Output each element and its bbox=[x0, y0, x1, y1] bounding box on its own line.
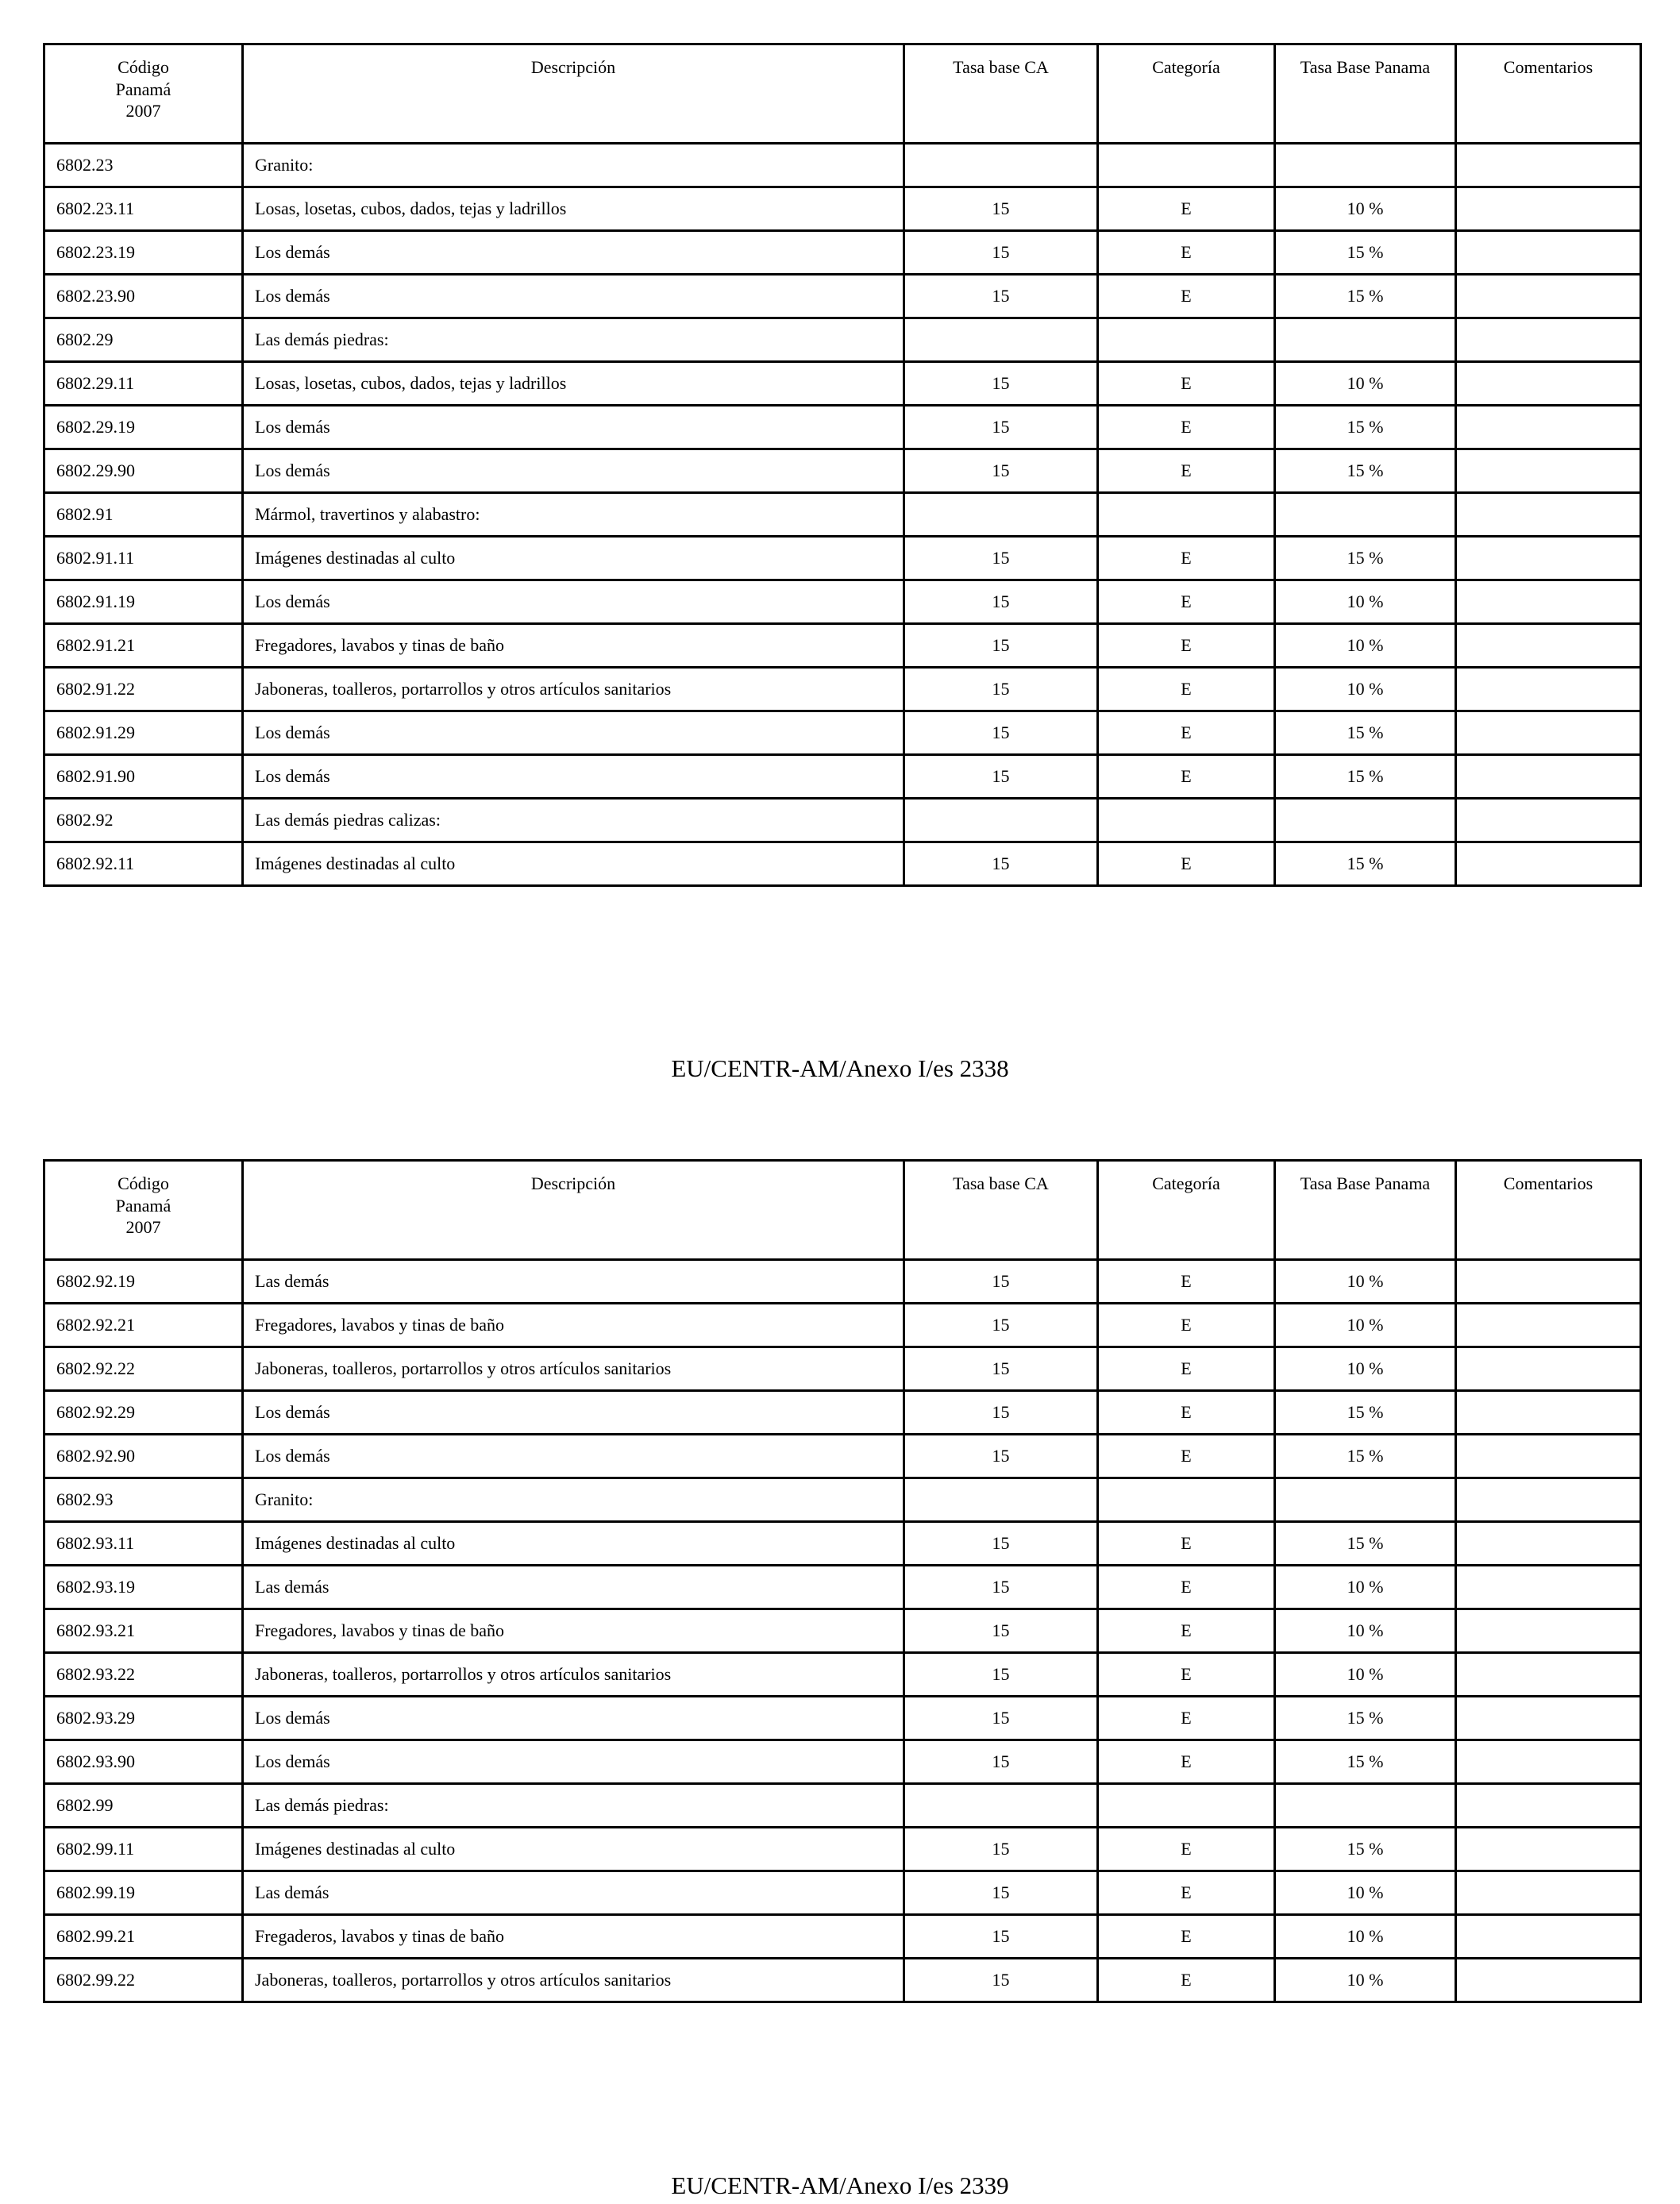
cell-code: 6802.23.19 bbox=[44, 231, 243, 275]
cell-rate-panama: 10 % bbox=[1275, 1566, 1456, 1609]
cell-comments bbox=[1456, 842, 1641, 886]
table-row bbox=[44, 1260, 1641, 1304]
cell-description: Imágenes destinadas al culto bbox=[243, 1522, 904, 1566]
cell-code: 6802.29.19 bbox=[44, 406, 243, 449]
cell-rate-ca: 15 bbox=[904, 231, 1098, 275]
cell-comments bbox=[1456, 449, 1641, 493]
table-row bbox=[44, 1347, 1641, 1391]
cell-category: E bbox=[1098, 1697, 1275, 1740]
cell-description: Los demás bbox=[243, 711, 904, 755]
cell-rate-ca: 15 bbox=[904, 1828, 1098, 1871]
cell-code: 6802.91.29 bbox=[44, 711, 243, 755]
cell-description: Fregadores, lavabos y tinas de baño bbox=[243, 1304, 904, 1347]
cell-code: 6802.91.19 bbox=[44, 580, 243, 624]
cell-comments bbox=[1456, 668, 1641, 711]
cell-rate-panama: 10 % bbox=[1275, 1609, 1456, 1653]
cell-category: E bbox=[1098, 1915, 1275, 1959]
table-row bbox=[44, 1435, 1641, 1478]
cell-rate-ca: 15 bbox=[904, 668, 1098, 711]
table-header-row bbox=[44, 1161, 1641, 1260]
table-row bbox=[44, 1784, 1641, 1828]
cell-rate-panama bbox=[1275, 799, 1456, 842]
cell-description: Los demás bbox=[243, 406, 904, 449]
cell-description: Las demás bbox=[243, 1260, 904, 1304]
cell-rate-ca: 15 bbox=[904, 1260, 1098, 1304]
cell-rate-panama: 10 % bbox=[1275, 624, 1456, 668]
cell-description: Imágenes destinadas al culto bbox=[243, 842, 904, 886]
cell-rate-ca: 15 bbox=[904, 1871, 1098, 1915]
page-footer: EU/CENTR-AM/Anexo I/es 2339 bbox=[671, 2171, 1009, 2199]
cell-rate-ca: 15 bbox=[904, 624, 1098, 668]
table-row bbox=[44, 1697, 1641, 1740]
cell-rate-panama: 15 % bbox=[1275, 711, 1456, 755]
table-row bbox=[44, 1915, 1641, 1959]
cell-rate-ca bbox=[904, 1784, 1098, 1828]
cell-description: Granito: bbox=[243, 144, 904, 187]
table-row bbox=[44, 799, 1641, 842]
page-footer: EU/CENTR-AM/Anexo I/es 2338 bbox=[671, 1054, 1009, 1082]
cell-rate-panama: 10 % bbox=[1275, 187, 1456, 231]
cell-description: Los demás bbox=[243, 580, 904, 624]
cell-rate-ca bbox=[904, 1478, 1098, 1522]
cell-rate-panama bbox=[1275, 1478, 1456, 1522]
cell-rate-ca: 15 bbox=[904, 711, 1098, 755]
cell-rate-panama bbox=[1275, 144, 1456, 187]
cell-code: 6802.93.90 bbox=[44, 1740, 243, 1784]
cell-category: E bbox=[1098, 1522, 1275, 1566]
table-row bbox=[44, 362, 1641, 406]
cell-rate-ca: 15 bbox=[904, 1740, 1098, 1784]
table-row bbox=[44, 1304, 1641, 1347]
cell-comments bbox=[1456, 1697, 1641, 1740]
cell-rate-panama: 15 % bbox=[1275, 842, 1456, 886]
cell-rate-ca bbox=[904, 144, 1098, 187]
table-row bbox=[44, 144, 1641, 187]
cell-rate-panama: 15 % bbox=[1275, 1740, 1456, 1784]
cell-rate-ca: 15 bbox=[904, 580, 1098, 624]
cell-description: Imágenes destinadas al culto bbox=[243, 1828, 904, 1871]
cell-code: 6802.99 bbox=[44, 1784, 243, 1828]
cell-description: Las demás bbox=[243, 1566, 904, 1609]
cell-rate-ca: 15 bbox=[904, 1697, 1098, 1740]
cell-comments bbox=[1456, 231, 1641, 275]
header-comments: Comentarios bbox=[1456, 44, 1641, 144]
cell-rate-panama: 15 % bbox=[1275, 449, 1456, 493]
cell-description: Jaboneras, toalleros, portarrollos y otros artículos sanitarios bbox=[243, 1653, 904, 1697]
cell-code: 6802.99.22 bbox=[44, 1959, 243, 2002]
cell-rate-panama bbox=[1275, 318, 1456, 362]
cell-code: 6802.29 bbox=[44, 318, 243, 362]
cell-category: E bbox=[1098, 711, 1275, 755]
cell-category bbox=[1098, 493, 1275, 537]
table-row bbox=[44, 1959, 1641, 2002]
table-row bbox=[44, 711, 1641, 755]
cell-rate-panama bbox=[1275, 1784, 1456, 1828]
cell-comments bbox=[1456, 318, 1641, 362]
cell-code: 6802.23 bbox=[44, 144, 243, 187]
cell-description: Fregadores, lavabos y tinas de baño bbox=[243, 624, 904, 668]
cell-rate-panama: 10 % bbox=[1275, 1959, 1456, 2002]
table-row bbox=[44, 1391, 1641, 1435]
cell-category: E bbox=[1098, 1828, 1275, 1871]
table-row bbox=[44, 842, 1641, 886]
table-row bbox=[44, 1566, 1641, 1609]
table-row bbox=[44, 449, 1641, 493]
cell-rate-ca: 15 bbox=[904, 1915, 1098, 1959]
table-header-row bbox=[44, 44, 1641, 144]
cell-description: Los demás bbox=[243, 231, 904, 275]
cell-category: E bbox=[1098, 537, 1275, 580]
cell-comments bbox=[1456, 1260, 1641, 1304]
cell-rate-panama: 10 % bbox=[1275, 1347, 1456, 1391]
cell-description: Losas, losetas, cubos, dados, tejas y ladrillos bbox=[243, 187, 904, 231]
cell-rate-panama: 15 % bbox=[1275, 1697, 1456, 1740]
cell-category bbox=[1098, 1784, 1275, 1828]
tariff-table bbox=[43, 43, 1642, 887]
cell-description: Las demás piedras: bbox=[243, 1784, 904, 1828]
cell-comments bbox=[1456, 187, 1641, 231]
cell-description: Imágenes destinadas al culto bbox=[243, 537, 904, 580]
cell-category: E bbox=[1098, 1347, 1275, 1391]
cell-rate-panama: 10 % bbox=[1275, 362, 1456, 406]
table-row bbox=[44, 1522, 1641, 1566]
cell-rate-panama: 15 % bbox=[1275, 1435, 1456, 1478]
cell-rate-ca: 15 bbox=[904, 1391, 1098, 1435]
table-row bbox=[44, 1653, 1641, 1697]
cell-category bbox=[1098, 318, 1275, 362]
cell-code: 6802.92 bbox=[44, 799, 243, 842]
cell-rate-ca: 15 bbox=[904, 1435, 1098, 1478]
cell-rate-ca bbox=[904, 493, 1098, 537]
cell-code: 6802.99.11 bbox=[44, 1828, 243, 1871]
cell-category: E bbox=[1098, 187, 1275, 231]
cell-description: Las demás piedras: bbox=[243, 318, 904, 362]
table-row bbox=[44, 275, 1641, 318]
cell-rate-panama: 10 % bbox=[1275, 668, 1456, 711]
table-body bbox=[44, 144, 1641, 886]
cell-comments bbox=[1456, 1391, 1641, 1435]
cell-description: Losas, losetas, cubos, dados, tejas y ladrillos bbox=[243, 362, 904, 406]
header-category: Categoría bbox=[1098, 1161, 1275, 1260]
cell-category: E bbox=[1098, 1959, 1275, 2002]
cell-description: Los demás bbox=[243, 1740, 904, 1784]
header-code: Código Panamá 2007 bbox=[44, 44, 243, 144]
cell-code: 6802.93.21 bbox=[44, 1609, 243, 1653]
cell-category: E bbox=[1098, 755, 1275, 799]
cell-rate-ca: 15 bbox=[904, 1609, 1098, 1653]
cell-comments bbox=[1456, 1871, 1641, 1915]
header-rate-panama: Tasa Base Panama bbox=[1275, 44, 1456, 144]
cell-description: Mármol, travertinos y alabastro: bbox=[243, 493, 904, 537]
cell-code: 6802.91.11 bbox=[44, 537, 243, 580]
cell-code: 6802.92.29 bbox=[44, 1391, 243, 1435]
cell-category: E bbox=[1098, 1740, 1275, 1784]
cell-category bbox=[1098, 144, 1275, 187]
cell-code: 6802.93.22 bbox=[44, 1653, 243, 1697]
cell-category: E bbox=[1098, 624, 1275, 668]
cell-rate-panama: 10 % bbox=[1275, 1653, 1456, 1697]
cell-rate-ca: 15 bbox=[904, 1959, 1098, 2002]
cell-category: E bbox=[1098, 1871, 1275, 1915]
table-row bbox=[44, 231, 1641, 275]
header-category: Categoría bbox=[1098, 44, 1275, 144]
table-row bbox=[44, 406, 1641, 449]
cell-rate-ca: 15 bbox=[904, 1522, 1098, 1566]
cell-rate-ca: 15 bbox=[904, 1566, 1098, 1609]
cell-comments bbox=[1456, 144, 1641, 187]
cell-comments bbox=[1456, 493, 1641, 537]
cell-code: 6802.91.22 bbox=[44, 668, 243, 711]
cell-code: 6802.93.29 bbox=[44, 1697, 243, 1740]
cell-description: Las demás bbox=[243, 1871, 904, 1915]
cell-rate-ca bbox=[904, 318, 1098, 362]
cell-description: Los demás bbox=[243, 275, 904, 318]
cell-category: E bbox=[1098, 668, 1275, 711]
cell-code: 6802.92.90 bbox=[44, 1435, 243, 1478]
header-description: Descripción bbox=[243, 1161, 904, 1260]
cell-rate-panama: 15 % bbox=[1275, 275, 1456, 318]
cell-description: Los demás bbox=[243, 1391, 904, 1435]
cell-category: E bbox=[1098, 362, 1275, 406]
cell-code: 6802.92.21 bbox=[44, 1304, 243, 1347]
cell-comments bbox=[1456, 1435, 1641, 1478]
cell-rate-panama: 10 % bbox=[1275, 1304, 1456, 1347]
header-rate-ca: Tasa base CA bbox=[904, 1161, 1098, 1260]
header-rate-panama: Tasa Base Panama bbox=[1275, 1161, 1456, 1260]
cell-rate-ca: 15 bbox=[904, 187, 1098, 231]
cell-comments bbox=[1456, 1478, 1641, 1522]
cell-rate-ca: 15 bbox=[904, 755, 1098, 799]
table-row bbox=[44, 580, 1641, 624]
table-row bbox=[44, 1609, 1641, 1653]
tariff-table bbox=[43, 1159, 1642, 2003]
cell-code: 6802.92.11 bbox=[44, 842, 243, 886]
cell-category: E bbox=[1098, 1609, 1275, 1653]
cell-rate-ca: 15 bbox=[904, 449, 1098, 493]
cell-rate-panama: 15 % bbox=[1275, 537, 1456, 580]
cell-description: Fregaderos, lavabos y tinas de baño bbox=[243, 1915, 904, 1959]
cell-comments bbox=[1456, 406, 1641, 449]
cell-comments bbox=[1456, 1522, 1641, 1566]
cell-rate-panama: 15 % bbox=[1275, 1391, 1456, 1435]
cell-description: Jaboneras, toalleros, portarrollos y otros artículos sanitarios bbox=[243, 1347, 904, 1391]
cell-description: Jaboneras, toalleros, portarrollos y otros artículos sanitarios bbox=[243, 668, 904, 711]
cell-rate-panama bbox=[1275, 493, 1456, 537]
cell-description: Los demás bbox=[243, 1697, 904, 1740]
cell-category: E bbox=[1098, 449, 1275, 493]
cell-comments bbox=[1456, 711, 1641, 755]
cell-description: Los demás bbox=[243, 755, 904, 799]
cell-code: 6802.91.90 bbox=[44, 755, 243, 799]
table-row bbox=[44, 755, 1641, 799]
cell-code: 6802.23.90 bbox=[44, 275, 243, 318]
cell-comments bbox=[1456, 275, 1641, 318]
cell-rate-panama: 10 % bbox=[1275, 1260, 1456, 1304]
cell-comments bbox=[1456, 755, 1641, 799]
cell-code: 6802.29.11 bbox=[44, 362, 243, 406]
cell-code: 6802.91 bbox=[44, 493, 243, 537]
cell-description: Los demás bbox=[243, 1435, 904, 1478]
cell-category: E bbox=[1098, 580, 1275, 624]
cell-comments bbox=[1456, 1959, 1641, 2002]
cell-category: E bbox=[1098, 1304, 1275, 1347]
cell-rate-ca: 15 bbox=[904, 842, 1098, 886]
cell-code: 6802.91.21 bbox=[44, 624, 243, 668]
cell-rate-panama: 15 % bbox=[1275, 231, 1456, 275]
table-row bbox=[44, 1740, 1641, 1784]
cell-code: 6802.99.21 bbox=[44, 1915, 243, 1959]
cell-rate-panama: 15 % bbox=[1275, 755, 1456, 799]
cell-rate-panama: 10 % bbox=[1275, 1915, 1456, 1959]
cell-description: Fregadores, lavabos y tinas de baño bbox=[243, 1609, 904, 1653]
cell-description: Jaboneras, toalleros, portarrollos y otros artículos sanitarios bbox=[243, 1959, 904, 2002]
cell-category: E bbox=[1098, 1391, 1275, 1435]
cell-rate-ca: 15 bbox=[904, 1347, 1098, 1391]
header-code: Código Panamá 2007 bbox=[44, 1161, 243, 1260]
cell-comments bbox=[1456, 537, 1641, 580]
cell-code: 6802.29.90 bbox=[44, 449, 243, 493]
table-body bbox=[44, 1260, 1641, 2002]
cell-comments bbox=[1456, 1566, 1641, 1609]
cell-description: Granito: bbox=[243, 1478, 904, 1522]
cell-comments bbox=[1456, 1915, 1641, 1959]
cell-category bbox=[1098, 1478, 1275, 1522]
cell-comments bbox=[1456, 1609, 1641, 1653]
cell-description: Los demás bbox=[243, 449, 904, 493]
cell-rate-ca: 15 bbox=[904, 1653, 1098, 1697]
cell-rate-panama: 10 % bbox=[1275, 1871, 1456, 1915]
cell-code: 6802.93 bbox=[44, 1478, 243, 1522]
cell-comments bbox=[1456, 1347, 1641, 1391]
cell-comments bbox=[1456, 1304, 1641, 1347]
table-row bbox=[44, 1871, 1641, 1915]
cell-category: E bbox=[1098, 842, 1275, 886]
cell-rate-panama: 15 % bbox=[1275, 1522, 1456, 1566]
header-description: Descripción bbox=[243, 44, 904, 144]
cell-rate-ca: 15 bbox=[904, 537, 1098, 580]
cell-comments bbox=[1456, 580, 1641, 624]
header-comments: Comentarios bbox=[1456, 1161, 1641, 1260]
cell-rate-ca: 15 bbox=[904, 1304, 1098, 1347]
cell-category: E bbox=[1098, 1435, 1275, 1478]
cell-code: 6802.93.11 bbox=[44, 1522, 243, 1566]
cell-comments bbox=[1456, 799, 1641, 842]
cell-comments bbox=[1456, 1653, 1641, 1697]
cell-comments bbox=[1456, 624, 1641, 668]
cell-rate-ca bbox=[904, 799, 1098, 842]
cell-rate-panama: 15 % bbox=[1275, 406, 1456, 449]
cell-comments bbox=[1456, 362, 1641, 406]
cell-code: 6802.99.19 bbox=[44, 1871, 243, 1915]
table-row bbox=[44, 624, 1641, 668]
cell-comments bbox=[1456, 1828, 1641, 1871]
header-rate-ca: Tasa base CA bbox=[904, 44, 1098, 144]
table-row bbox=[44, 537, 1641, 580]
cell-code: 6802.93.19 bbox=[44, 1566, 243, 1609]
table-row bbox=[44, 668, 1641, 711]
cell-rate-ca: 15 bbox=[904, 275, 1098, 318]
cell-comments bbox=[1456, 1784, 1641, 1828]
cell-category: E bbox=[1098, 1260, 1275, 1304]
cell-code: 6802.92.22 bbox=[44, 1347, 243, 1391]
cell-category: E bbox=[1098, 1653, 1275, 1697]
table-row bbox=[44, 187, 1641, 231]
cell-code: 6802.23.11 bbox=[44, 187, 243, 231]
cell-description: Las demás piedras calizas: bbox=[243, 799, 904, 842]
cell-rate-panama: 15 % bbox=[1275, 1828, 1456, 1871]
table-row bbox=[44, 1828, 1641, 1871]
table-row bbox=[44, 318, 1641, 362]
cell-rate-ca: 15 bbox=[904, 406, 1098, 449]
cell-category: E bbox=[1098, 1566, 1275, 1609]
table-row bbox=[44, 1478, 1641, 1522]
cell-category: E bbox=[1098, 406, 1275, 449]
cell-category: E bbox=[1098, 275, 1275, 318]
cell-comments bbox=[1456, 1740, 1641, 1784]
cell-rate-ca: 15 bbox=[904, 362, 1098, 406]
table-row bbox=[44, 493, 1641, 537]
cell-category bbox=[1098, 799, 1275, 842]
cell-rate-panama: 10 % bbox=[1275, 580, 1456, 624]
cell-category: E bbox=[1098, 231, 1275, 275]
cell-code: 6802.92.19 bbox=[44, 1260, 243, 1304]
